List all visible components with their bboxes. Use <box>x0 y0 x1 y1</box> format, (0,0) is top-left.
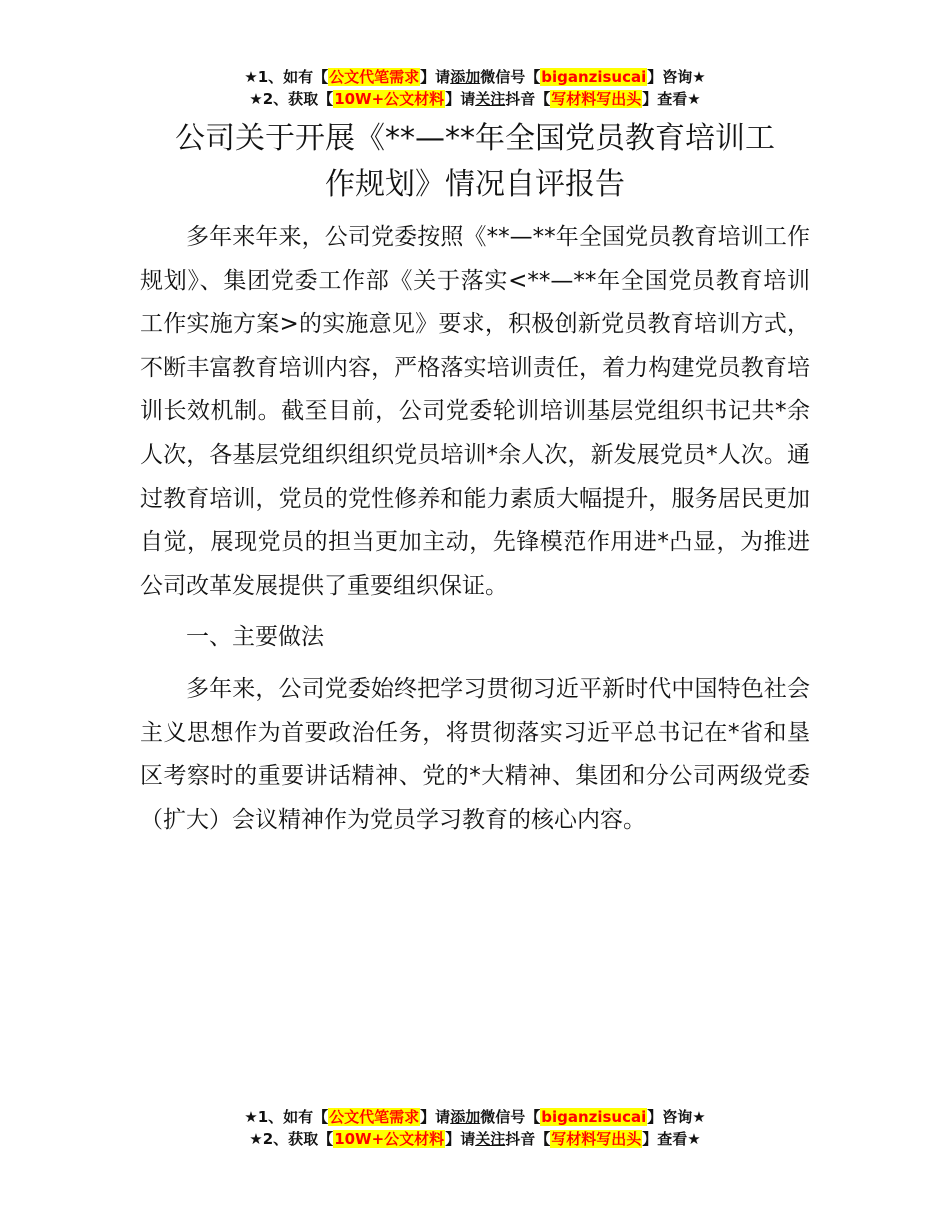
title-line-2: 作规划》情况自评报告 <box>325 167 625 202</box>
paragraph-intro: 多年来年来，公司党委按照《**—**年全国党员教育培训工作规划》、集团党委工作部《关于落实<**—**年全国党员教育培训工作实施方案>的实施意见》要求，积极创新党员教育培训方式，不断丰富教育培训内容，严格落实培训责任，着力构建党员教育培训长效机制。截至目前，公司党委轮训培训基层党组织书记共*余人次，各基层党组织组织党员培训*余人次，新发展党员*人次。通过教育培训，党员的党性修养和能力素质大幅提升，服务居民更加自觉，展现党员的担当更加主动，先锋模范作用进*凸显，为推进公司改革发展提供了重要组织保证。 <box>140 224 810 599</box>
banner-text: 微信号【 <box>480 1108 541 1126</box>
banner-text: 】请 <box>445 90 476 108</box>
title-line-1: 公司关于开展《**—**年全国党员教育培训工 <box>175 121 775 156</box>
banner-underlined-text: 关注 <box>475 90 506 108</box>
banner-text: 】请 <box>420 1108 451 1126</box>
header-banner <box>0 66 950 110</box>
highlight-douyin: 写材料写出头 <box>551 90 642 108</box>
banner-text: 抖音【 <box>505 1130 551 1148</box>
banner-text: 】查看★ <box>642 1130 701 1148</box>
highlight-materials: 10W+公文材料 <box>334 1130 445 1148</box>
banner-underlined-text: 添加 <box>450 68 481 86</box>
banner-text: 】请 <box>420 68 451 86</box>
highlight-service: 公文代笔需求 <box>329 68 420 86</box>
footer-banner <box>0 1106 950 1150</box>
banner-text: 抖音【 <box>505 90 551 108</box>
banner-text: 】咨询★ <box>647 1108 706 1126</box>
banner-text: ★1、如有【 <box>244 68 329 86</box>
paragraph-practice: 多年来，公司党委始终把学习贯彻习近平新时代中国特色社会主义思想作为首要政治任务，将贯彻落实习近平总书记在*省和垦区考察时的重要讲话精神、党的*大精神、集团和分公司两级党委（扩大）会议精神作为党员学习教育的核心内容。 <box>140 675 810 833</box>
banner-text: 】查看★ <box>642 90 701 108</box>
section-heading: 一、主要做法 <box>186 624 324 651</box>
banner-line-1 <box>0 1106 950 1128</box>
highlight-douyin: 写材料写出头 <box>551 1130 642 1148</box>
banner-text: ★1、如有【 <box>244 1108 329 1126</box>
banner-text: ★2、获取【 <box>249 1130 334 1148</box>
highlight-service: 公文代笔需求 <box>329 1108 420 1126</box>
highlight-materials: 10W+公文材料 <box>334 90 445 108</box>
highlight-wechat-id: biganzisucai <box>541 68 647 86</box>
banner-text: ★2、获取【 <box>249 90 334 108</box>
banner-text: 微信号【 <box>480 68 541 86</box>
banner-line-2 <box>0 88 950 110</box>
document-title <box>140 116 810 208</box>
banner-underlined-text: 关注 <box>475 1130 506 1148</box>
banner-text: 】咨询★ <box>647 68 706 86</box>
banner-line-1 <box>0 66 950 88</box>
banner-text: 】请 <box>445 1130 476 1148</box>
highlight-wechat-id: biganzisucai <box>541 1108 647 1126</box>
banner-underlined-text: 添加 <box>450 1108 481 1126</box>
document-body <box>140 216 810 842</box>
banner-line-2 <box>0 1128 950 1150</box>
